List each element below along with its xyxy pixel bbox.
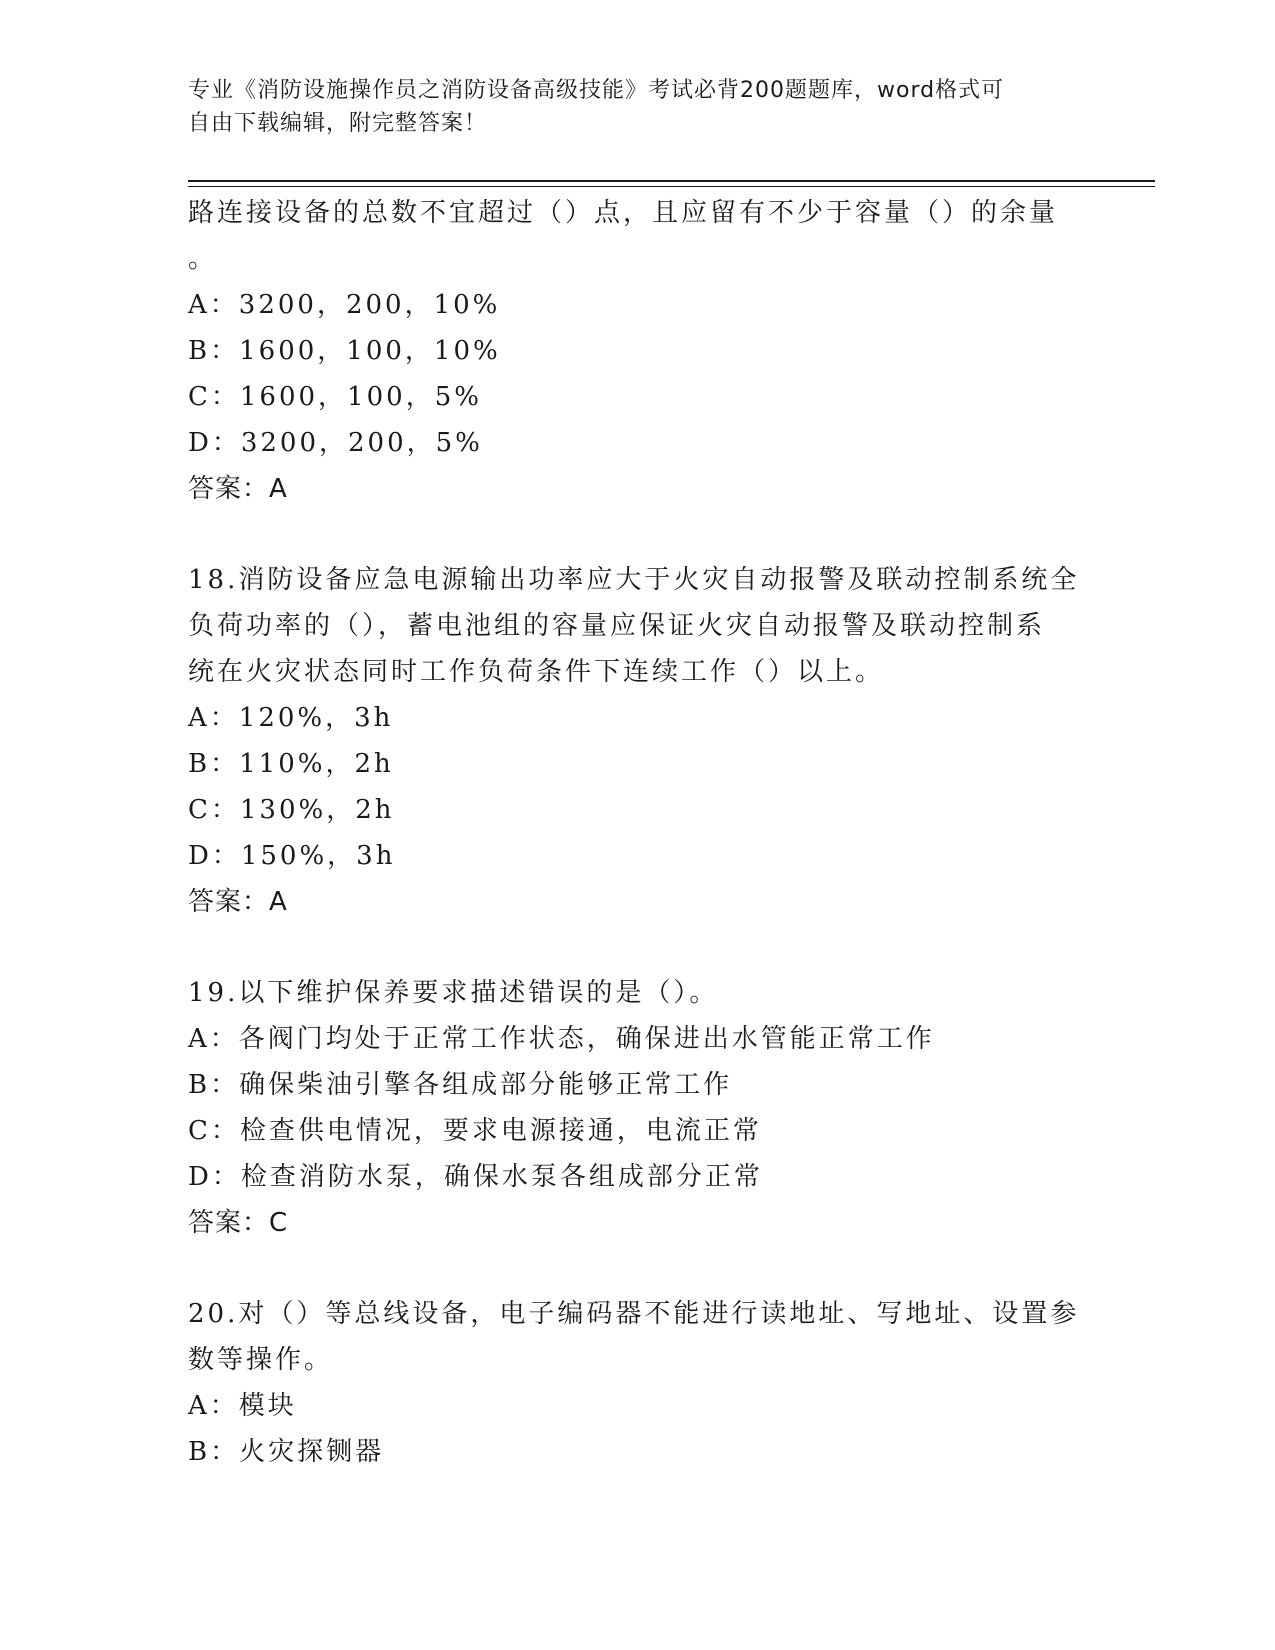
question-18-text-line-1: 18.消防设备应急电源输出功率应大于火灾自动报警及联动控制系统全 xyxy=(188,565,1080,595)
question-list xyxy=(188,190,1088,1475)
question-20-option-b: B：火灾探铡器 xyxy=(188,1437,385,1467)
header-line-2: 自由下载编辑，附完整答案！ xyxy=(188,111,488,136)
question-18-text-line-3: 统在火灾状态同时工作负荷条件下连续工作（）以上。 xyxy=(188,657,885,687)
question-17-option-c: C：1600，100，5% xyxy=(188,382,482,412)
question-19-option-c: C：检查供电情况，要求电源接通，电流正常 xyxy=(188,1116,762,1146)
question-19-option-a: A：各阀门均处于正常工作状态，确保进出水管能正常工作 xyxy=(188,1024,935,1054)
header-rule-thin xyxy=(188,186,1155,187)
header-line-1: 专业《消防设施操作员之消防设备高级技能》考试必背200题题库，word格式可 xyxy=(188,78,1005,103)
question-17-text-line-2: 。 xyxy=(188,244,218,274)
question-20-text-line-2: 数等操作。 xyxy=(188,1345,334,1375)
question-18-option-a: A：120%，3h xyxy=(188,703,394,733)
question-17-text-line-1: 路连接设备的总数不宜超过（）点，且应留有不少于容量（）的余量 xyxy=(188,198,1059,228)
question-17-answer: 答案：A xyxy=(188,474,288,504)
question-19-text-line-1: 19.以下维护保养要求描述错误的是（）。 xyxy=(188,978,719,1008)
spacer xyxy=(188,1246,1088,1291)
question-19 xyxy=(188,970,1088,1246)
question-20-option-a: A：模块 xyxy=(188,1391,297,1421)
question-18-text-line-2: 负荷功率的（），蓄电池组的容量应保证火灾自动报警及联动控制系 xyxy=(188,611,1046,641)
question-20-text-line-1: 20.对（）等总线设备，电子编码器不能进行读地址、写地址、设置参 xyxy=(188,1299,1080,1329)
question-19-option-d: D：检查消防水泵，确保水泵各组成部分正常 xyxy=(188,1162,763,1192)
question-17 xyxy=(188,190,1088,512)
spacer xyxy=(188,512,1088,557)
document-header xyxy=(188,74,1088,140)
spacer xyxy=(188,925,1088,970)
question-18 xyxy=(188,557,1088,925)
question-17-option-a: A：3200，200，10% xyxy=(188,290,501,320)
question-17-option-d: D：3200，200，5% xyxy=(188,428,483,458)
question-19-answer: 答案：C xyxy=(188,1208,289,1238)
header-rule-thick xyxy=(188,180,1155,182)
question-17-option-b: B：1600，100，10% xyxy=(188,336,501,366)
question-18-option-d: D：150%，3h xyxy=(188,841,396,871)
question-20 xyxy=(188,1291,1088,1475)
question-18-answer: 答案：A xyxy=(188,887,288,917)
question-18-option-b: B：110%，2h xyxy=(188,749,394,779)
question-18-option-c: C：130%，2h xyxy=(188,795,395,825)
question-19-option-b: B：确保柴油引擎各组成部分能够正常工作 xyxy=(188,1070,733,1100)
